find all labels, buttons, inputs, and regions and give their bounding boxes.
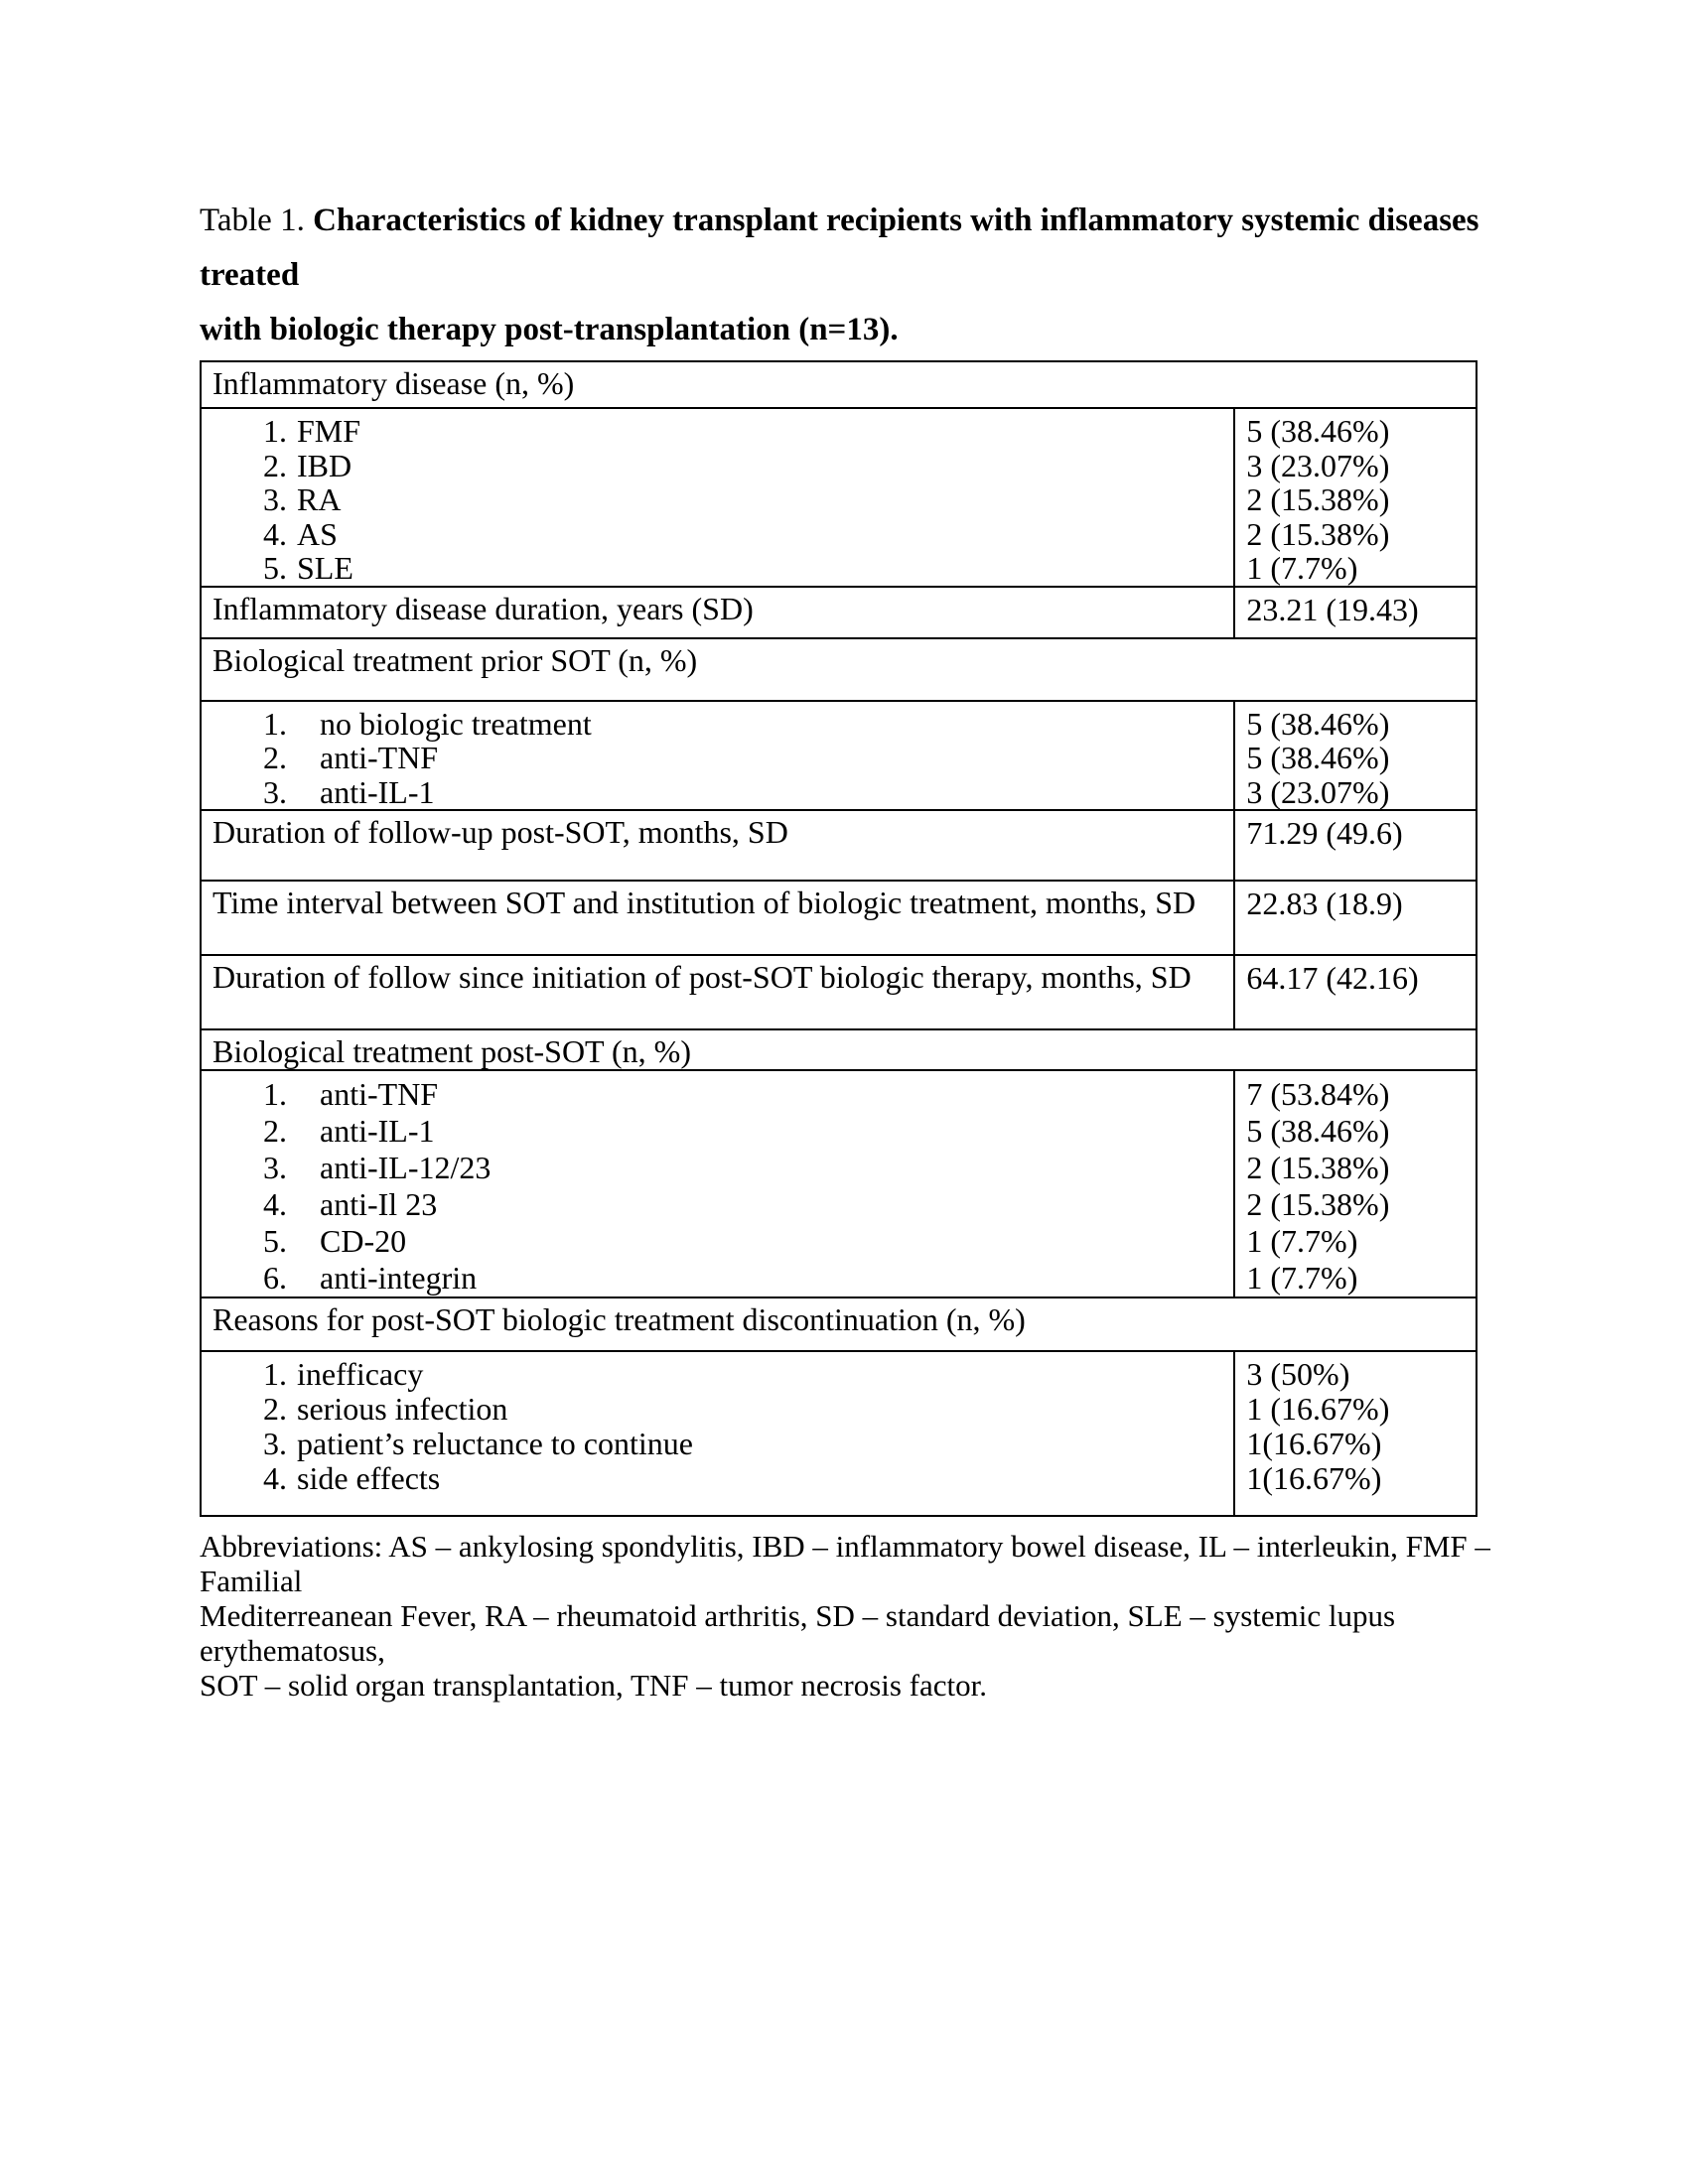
list-item: 4. AS bbox=[263, 515, 338, 552]
list-item: 1. inefficacy bbox=[263, 1356, 424, 1392]
list-item: 3. anti-IL-1 bbox=[263, 773, 435, 810]
table-caption bbox=[200, 194, 1490, 357]
value: 3 (50%) bbox=[1246, 1356, 1350, 1392]
table-row-prior-sot-items bbox=[202, 700, 1476, 810]
abbreviations-line: Abbreviations: AS – ankylosing spondylitis, IBD – inflammatory bowel disease, IL – interleukin, FMF – Familial bbox=[200, 1529, 1490, 1598]
label-cell: Duration of follow since initiation of post-SOT biologic therapy, months, SD bbox=[212, 959, 1192, 995]
value: 1 (16.67%) bbox=[1246, 1391, 1390, 1427]
table-row-post-sot-items bbox=[202, 1069, 1476, 1297]
table-row-diseases bbox=[202, 407, 1476, 586]
values-cell bbox=[1233, 702, 1476, 810]
value: 1 (7.7%) bbox=[1246, 550, 1358, 586]
items-cell bbox=[202, 1352, 1233, 1515]
table-caption-line-2: with biologic therapy post-transplantation (n=13). bbox=[200, 312, 899, 347]
table-row-followup-duration bbox=[202, 809, 1476, 880]
value: 3 (23.07%) bbox=[1246, 773, 1390, 810]
manuscript-page bbox=[200, 194, 1490, 1703]
section-header-label: Biological treatment post-SOT (n, %) bbox=[212, 1033, 691, 1069]
values-cell bbox=[1233, 956, 1476, 1028]
list-item: 2. serious infection bbox=[263, 1391, 508, 1427]
section-header-label: Inflammatory disease (n, %) bbox=[212, 365, 575, 401]
list-item: 3. RA bbox=[263, 481, 342, 517]
table-row-disease-duration bbox=[202, 586, 1476, 637]
value: 7 (53.84%) bbox=[1246, 1076, 1390, 1112]
value: 3 (23.07%) bbox=[1246, 447, 1390, 483]
list-item: 4. side effects bbox=[263, 1460, 441, 1496]
table-row-time-interval bbox=[202, 880, 1476, 954]
table-caption-line-1 bbox=[200, 194, 1490, 303]
abbreviations-line: Mediterreanean Fever, RA – rheumatoid arthritis, SD – standard deviation, SLE – systemic lupus erythematosus, bbox=[200, 1598, 1396, 1668]
section-header-post-sot bbox=[202, 1028, 1476, 1069]
value: 1 (7.7%) bbox=[1246, 1260, 1358, 1296]
value: 71.29 (49.6) bbox=[1246, 815, 1403, 851]
section-header-inflammatory-disease bbox=[202, 362, 1476, 407]
value: 2 (15.38%) bbox=[1246, 481, 1390, 517]
value: 22.83 (18.9) bbox=[1246, 886, 1403, 921]
section-header-label: Biological treatment prior SOT (n, %) bbox=[212, 641, 698, 678]
value: 5 (38.46%) bbox=[1246, 413, 1390, 449]
abbreviations-line: SOT – solid organ transplantation, TNF – tumor necrosis factor. bbox=[200, 1668, 987, 1703]
items-cell bbox=[202, 409, 1233, 586]
list-item: 1. no biologic treatment bbox=[263, 705, 592, 742]
value: 2 (15.38%) bbox=[1246, 1186, 1390, 1222]
value: 23.21 (19.43) bbox=[1246, 591, 1419, 627]
values-cell bbox=[1233, 882, 1476, 954]
label-cell: Inflammatory disease duration, years (SD) bbox=[212, 590, 754, 626]
section-header-label: Reasons for post-SOT biologic treatment discontinuation (n, %) bbox=[212, 1301, 1026, 1337]
table-row-discontinuation-items bbox=[202, 1350, 1476, 1515]
list-item: 2. anti-IL-1 bbox=[263, 1113, 435, 1149]
table-caption-prefix: Table 1. bbox=[200, 203, 314, 238]
list-item: 2. anti-TNF bbox=[263, 740, 439, 775]
list-item: 2. IBD bbox=[263, 447, 352, 483]
section-header-prior-sot bbox=[202, 637, 1476, 700]
value: 2 (15.38%) bbox=[1246, 1150, 1390, 1185]
table-row-follow-since-initiation bbox=[202, 954, 1476, 1028]
list-item: 5. CD-20 bbox=[263, 1223, 407, 1259]
list-item: 4. anti-Il 23 bbox=[263, 1186, 438, 1222]
list-item: 3. anti-IL-12/23 bbox=[263, 1150, 492, 1185]
section-header-discontinuation-reasons bbox=[202, 1297, 1476, 1350]
value: 64.17 (42.16) bbox=[1246, 960, 1419, 996]
value: 5 (38.46%) bbox=[1246, 1113, 1390, 1149]
characteristics-table bbox=[200, 360, 1477, 1517]
values-cell bbox=[1233, 588, 1476, 637]
value: 5 (38.46%) bbox=[1246, 705, 1390, 742]
items-cell bbox=[202, 1071, 1233, 1297]
list-item: 1. anti-TNF bbox=[263, 1076, 439, 1112]
value: 2 (15.38%) bbox=[1246, 515, 1390, 552]
value: 1 (7.7%) bbox=[1246, 1223, 1358, 1259]
items-cell bbox=[202, 702, 1233, 810]
label-cell: Duration of follow-up post-SOT, months, SD bbox=[212, 814, 788, 850]
list-item: 3. patient’s reluctance to continue bbox=[263, 1426, 693, 1461]
list-item: 6. anti-integrin bbox=[263, 1260, 478, 1296]
table-caption-text: Characteristics of kidney transplant recipients with inflammatory systemic diseases treated bbox=[200, 203, 1479, 293]
values-cell bbox=[1233, 1352, 1476, 1515]
label-cell: Time interval between SOT and institution of biologic treatment, months, SD bbox=[212, 885, 1196, 920]
values-cell bbox=[1233, 409, 1476, 586]
abbreviations-note bbox=[200, 1529, 1550, 1703]
value: 5 (38.46%) bbox=[1246, 740, 1390, 775]
value: 1(16.67%) bbox=[1246, 1426, 1382, 1461]
values-cell bbox=[1233, 811, 1476, 880]
value: 1(16.67%) bbox=[1246, 1460, 1382, 1496]
list-item: 5. SLE bbox=[263, 550, 353, 586]
list-item: 1. FMF bbox=[263, 413, 361, 449]
values-cell bbox=[1233, 1071, 1476, 1297]
